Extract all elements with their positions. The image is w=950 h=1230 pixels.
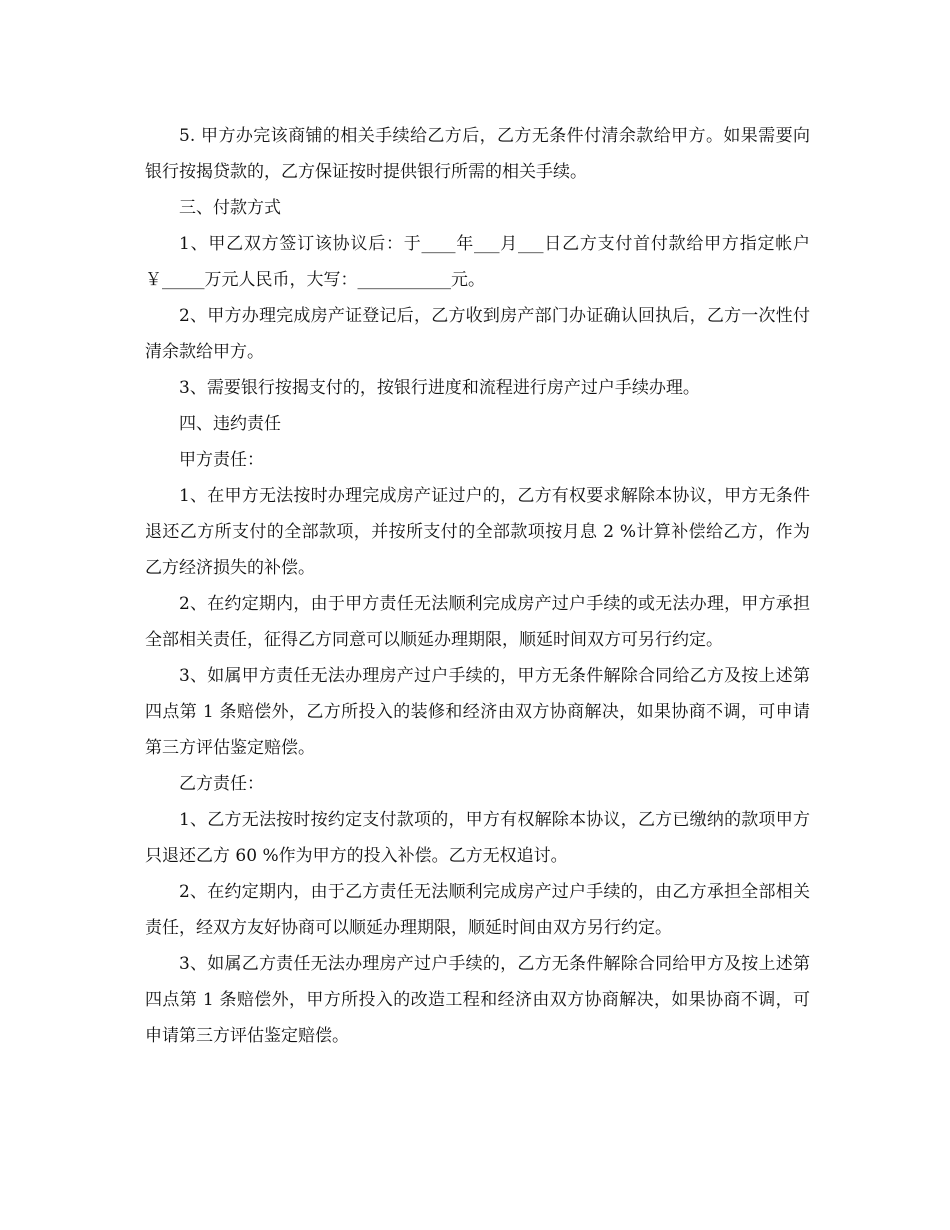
party-b-liability-clause-3: 3、如属乙方责任无法办理房产过户手续的，乙方无条件解除合同给甲方及按上述第四点第 1 条赔偿外，甲方所投入的改造工程和经济由双方协商解决，如果协商不调，可申请第三方评估鉴定赔偿。 [145,954,810,1046]
payment-clause-3: 3、需要银行按揭支付的，按银行进度和流程进行房产过户手续办理。 [179,378,700,398]
section-heading-payment-method: 三、付款方式 [179,198,281,218]
party-a-liability-heading: 甲方责任： [179,450,264,470]
section-heading-breach-liability: 四、违约责任 [179,414,281,434]
party-a-liability-clause-3: 3、如属甲方责任无法办理房产过户手续的，甲方无条件解除合同给乙方及按上述第四点第 1 条赔偿外，乙方所投入的装修和经济由双方协商解决，如果协商不调，可申请第三方评估鉴定赔偿。 [145,666,810,758]
clause-5-paragraph: 5. 甲方办完该商铺的相关手续给乙方后，乙方无条件付清余款给甲方。如果需要向银行按揭贷款的，乙方保证按时提供银行所需的相关手续。 [145,126,810,182]
party-b-liability-clause-1: 1、乙方无法按时按约定支付款项的，甲方有权解除本协议，乙方已缴纳的款项甲方只退还乙方 60 %作为甲方的投入补偿。乙方无权追讨。 [145,810,810,866]
payment-clause-2: 2、甲方办理完成房产证登记后，乙方收到房产部门办证确认回执后，乙方一次性付清余款给甲方。 [145,306,810,362]
party-a-liability-clause-2: 2、在约定期内，由于甲方责任无法顺利完成房产过户手续的或无法办理，甲方承担全部相关责任，征得乙方同意可以顺延办理期限，顺延时间双方可另行约定。 [145,594,810,650]
document-body [145,118,810,1054]
party-b-liability-clause-2: 2、在约定期内，由于乙方责任无法顺利完成房产过户手续的，由乙方承担全部相关责任，经双方友好协商可以顺延办理期限，顺延时间由双方另行约定。 [145,882,810,938]
party-b-liability-heading: 乙方责任： [179,774,264,794]
party-a-liability-clause-1: 1、在甲方无法按时办理完成房产证过户的，乙方有权要求解除本协议，甲方无条件退还乙方所支付的全部款项，并按所支付的全部款项按月息 2 %计算补偿给乙方，作为乙方经济损失的补偿。 [145,486,810,578]
payment-clause-1: 1、甲乙双方签订该协议后：于____年___月___日乙方支付首付款给甲方指定帐户￥_____万元人民币，大写：___________元。 [145,234,810,290]
